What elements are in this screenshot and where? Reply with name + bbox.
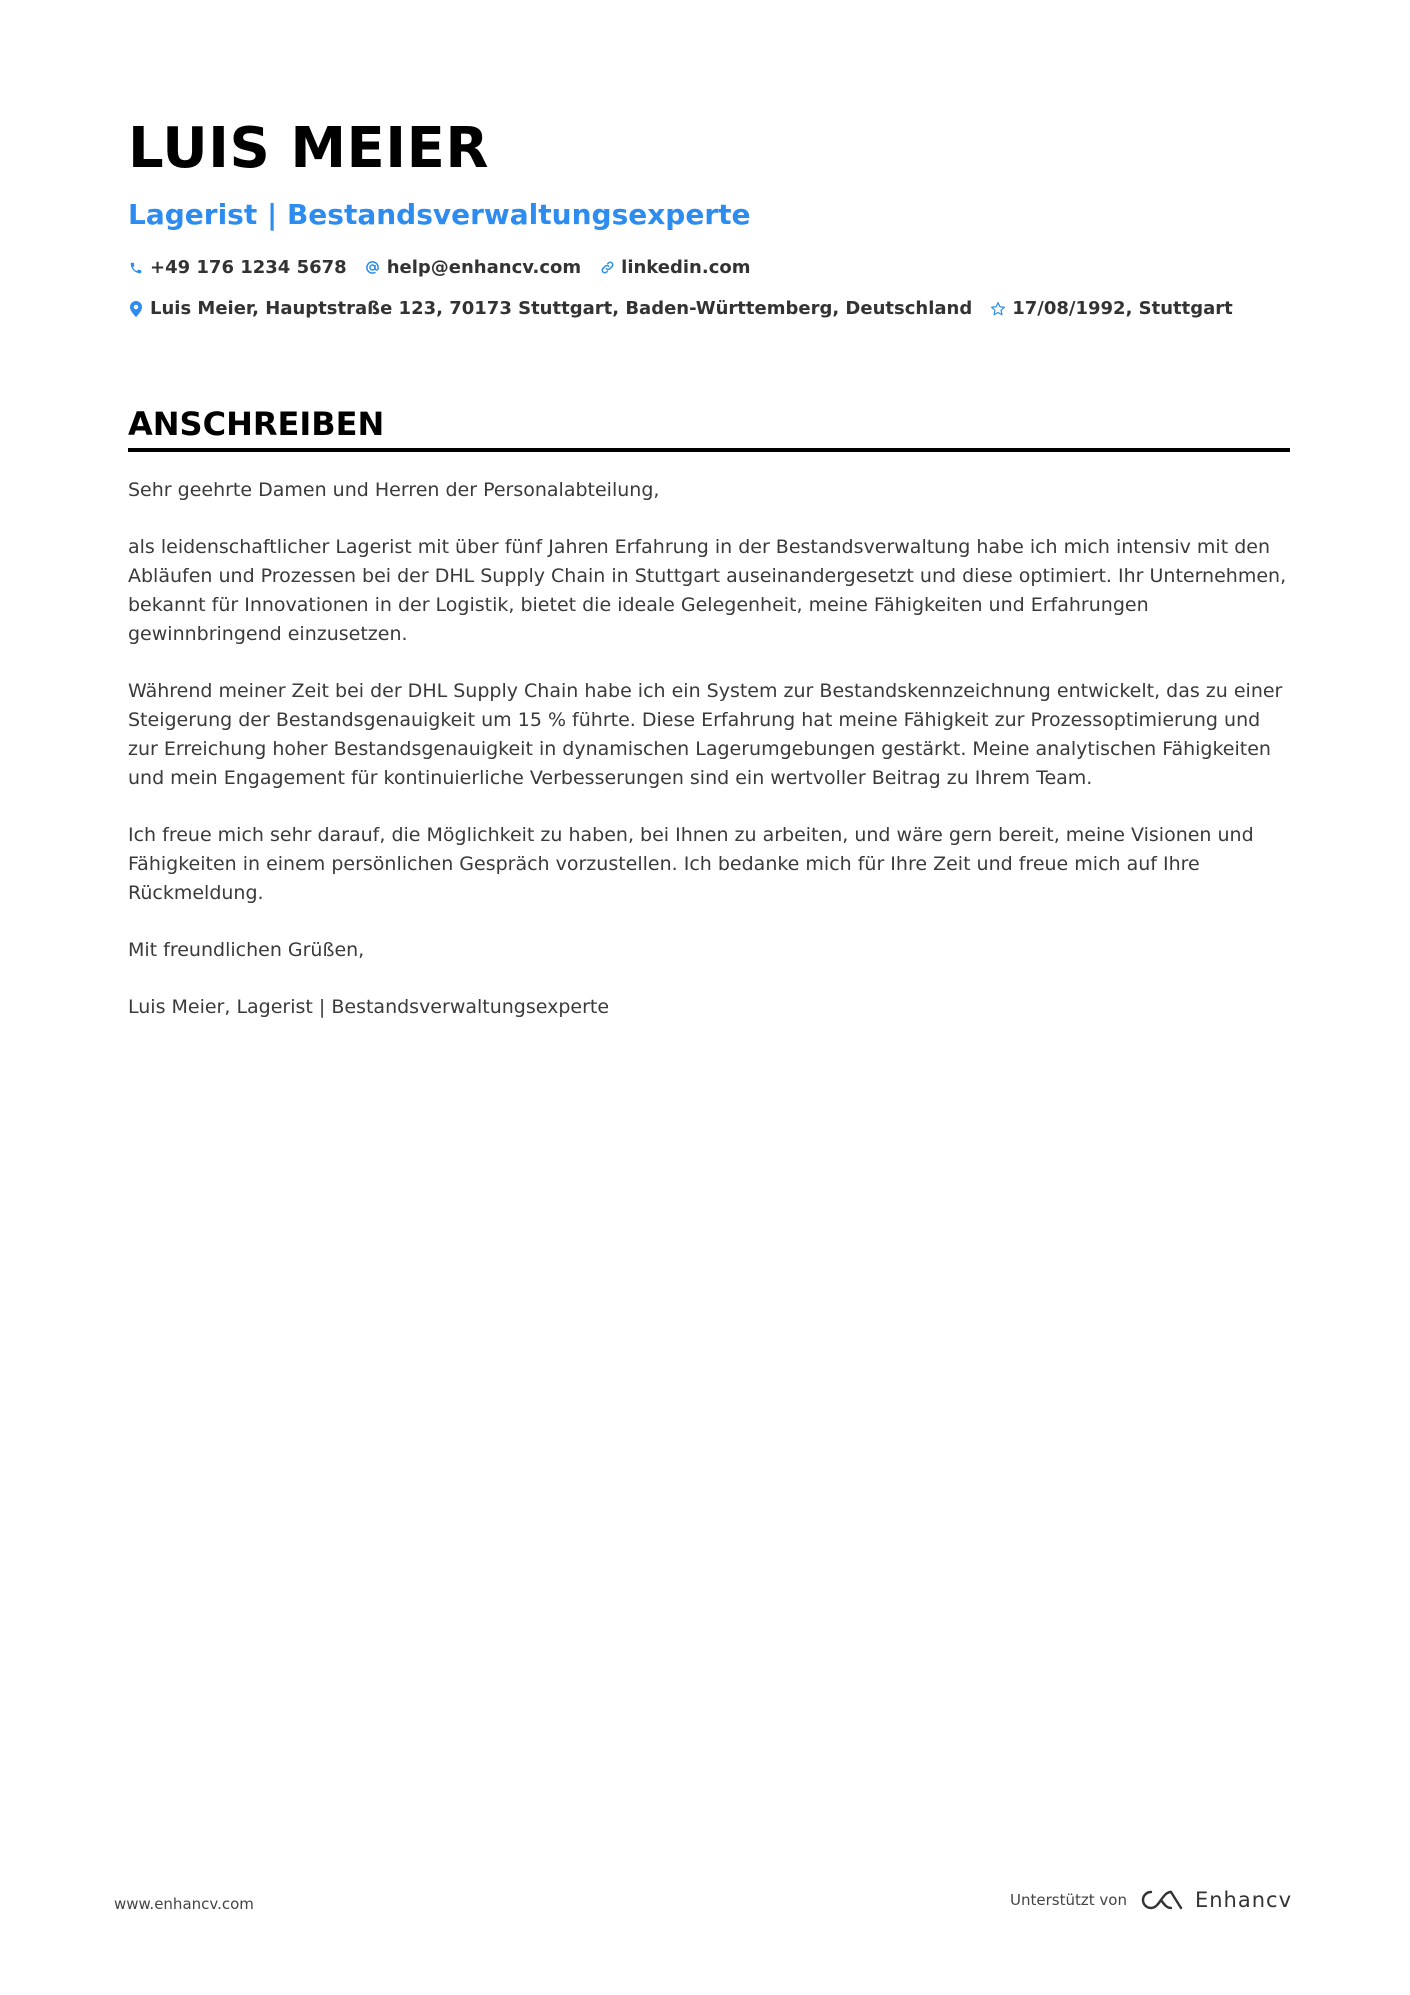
letter-signature: Luis Meier, Lagerist | Bestandsverwaltungsexperte xyxy=(128,996,610,1019)
document-page xyxy=(128,100,1290,1050)
contact-address xyxy=(128,298,972,319)
location-pin-icon xyxy=(128,300,144,318)
contact-linkedin[interactable] xyxy=(599,257,750,278)
footer-branding[interactable] xyxy=(1010,1888,1292,1912)
enhancv-logo-icon xyxy=(1139,1888,1185,1912)
contact-email-text: help@enhancv.com xyxy=(386,257,582,279)
applicant-name: LUIS MEIER xyxy=(128,116,490,181)
contact-phone[interactable] xyxy=(128,257,347,278)
letter-salutation: Sehr geehrte Damen und Herren der Personalabteilung, xyxy=(128,479,660,502)
phone-icon xyxy=(128,259,144,277)
contact-email[interactable] xyxy=(365,257,581,278)
contact-row-primary xyxy=(128,257,1290,278)
section-divider xyxy=(128,448,1290,452)
letter-paragraph-2: Während meiner Zeit bei der DHL Supply Chain habe ich ein System zur Bestandskennzeichnung entwickelt, das zu einer Steigerung der Bestandsgenauigkeit um 15 % führte. Diese Erfahrung hat meine Fähigkeit zur Prozessoptimierung und zur Erreichung hoher Bestandsgenauigkeit in dynamischen Lagerumgebungen gestärkt. Meine analytischen Fähigkeiten und mein Engagement für kontinuierliche Verbesserungen sind ein wertvoller Beitrag zu Ihrem Team. xyxy=(128,680,1283,790)
letter-paragraph-1: als leidenschaftlicher Lagerist mit über fünf Jahren Erfahrung in der Bestandsverwaltung habe ich mich intensiv mit den Abläufen und Prozessen bei der DHL Supply Chain in Stuttgart auseinandergesetzt und diese optimiert. Ihr Unternehmen, bekannt für Innovationen in der Logistik, bietet die ideale Gelegenheit, meine Fähigkeiten und Erfahrungen gewinnbringend einzusetzen. xyxy=(128,536,1287,646)
contact-birth xyxy=(990,298,1233,319)
footer-website-link[interactable]: www.enhancv.com xyxy=(114,1895,254,1913)
at-icon xyxy=(365,259,381,277)
link-icon xyxy=(599,259,615,277)
contact-address-text: Luis Meier, Hauptstraße 123, 70173 Stuttgart, Baden-Württemberg, Deutschland xyxy=(150,298,973,320)
applicant-title: Lagerist | Bestandsverwaltungsexperte xyxy=(128,197,751,231)
letter-closing: Mit freundlichen Grüßen, xyxy=(128,939,365,962)
cover-letter-body xyxy=(128,476,1290,1022)
contact-birth-text: 17/08/1992, Stuttgart xyxy=(1012,298,1233,320)
contact-phone-text: +49 176 1234 5678 xyxy=(150,257,347,279)
contact-linkedin-text: linkedin.com xyxy=(621,257,751,279)
footer-brand-name: Enhancv xyxy=(1194,1888,1292,1912)
letter-paragraph-3: Ich freue mich sehr darauf, die Möglichkeit zu haben, bei Ihnen zu arbeiten, und wäre gern bereit, meine Visionen und Fähigkeiten in einem persönlichen Gespräch vorzustellen. Ich bedanke mich für Ihre Zeit und freue mich auf Ihre Rückmeldung. xyxy=(128,824,1254,905)
section-title: ANSCHREIBEN xyxy=(128,405,385,444)
footer-powered-by: Unterstützt von xyxy=(1010,1891,1127,1909)
star-icon xyxy=(990,300,1006,318)
contact-row-secondary xyxy=(128,298,1290,319)
